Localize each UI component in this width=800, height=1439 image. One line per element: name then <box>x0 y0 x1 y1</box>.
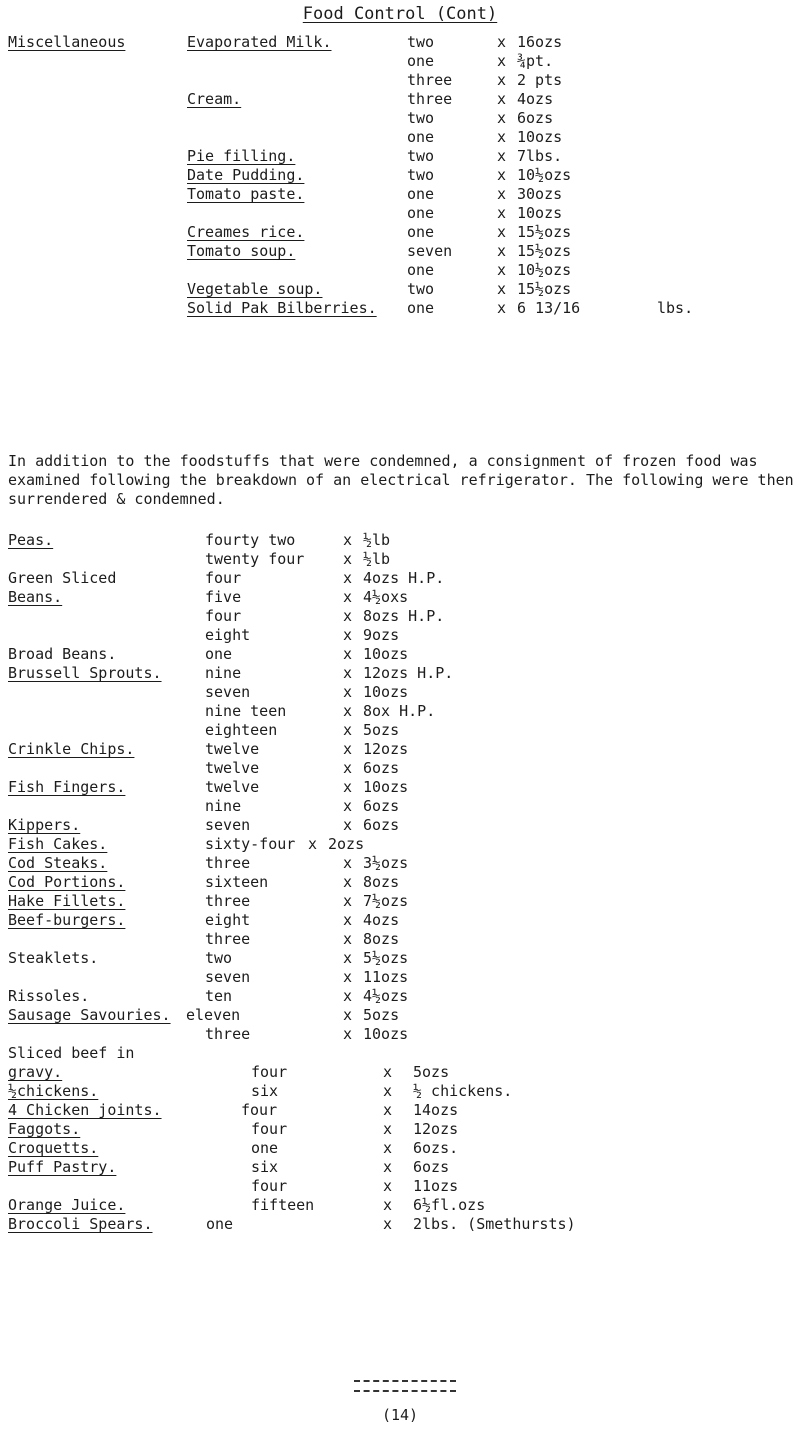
item-amount: 5ozs <box>413 1063 450 1081</box>
table-row <box>8 1215 798 1233</box>
item-label: Broad Beans. <box>8 645 117 663</box>
item-amount: 6ozs <box>363 759 400 777</box>
item-amount: 6ozs <box>413 1158 450 1176</box>
table-row <box>187 242 787 260</box>
item-amount: 7lbs. <box>517 147 563 165</box>
item-amount: 10ozs <box>363 1025 409 1043</box>
item-label: gravy. <box>8 1063 63 1081</box>
item-amount: 14ozs <box>413 1101 459 1119</box>
item-label: Tomato soup. <box>187 242 296 260</box>
table-row <box>8 550 798 568</box>
times-marker: x <box>383 1158 393 1176</box>
item-amount: 10ozs <box>517 204 563 222</box>
table-row <box>8 968 798 986</box>
table-row <box>8 702 798 720</box>
item-label: Sliced beef in <box>8 1044 135 1062</box>
item-amount: 15½ozs <box>517 280 572 298</box>
table-row <box>8 911 798 929</box>
item-quantity: two <box>407 280 435 298</box>
times-marker: x <box>497 33 507 51</box>
times-marker: x <box>343 816 353 834</box>
item-amount: 10ozs <box>517 128 563 146</box>
table-row <box>8 759 798 777</box>
table-row <box>8 531 798 549</box>
item-quantity: one <box>407 204 435 222</box>
times-marker: x <box>343 531 353 549</box>
item-quantity: four <box>205 607 242 625</box>
item-quantity: three <box>205 854 251 872</box>
item-label: Brussell Sprouts. <box>8 664 162 682</box>
item-amount: ½ chickens. <box>413 1082 513 1100</box>
times-marker: x <box>497 52 507 70</box>
item-amount: 6½fl.ozs <box>413 1196 486 1214</box>
table-row <box>8 1196 798 1214</box>
item-quantity: two <box>407 33 435 51</box>
item-amount: 7½ozs <box>363 892 409 910</box>
item-quantity: one <box>407 52 435 70</box>
times-marker: x <box>343 930 353 948</box>
item-amount: 15½ozs <box>517 242 572 260</box>
item-amount: 4½oxs <box>363 588 409 606</box>
item-label: Solid Pak Bilberries. <box>187 299 377 317</box>
times-marker: x <box>383 1139 393 1157</box>
table-row <box>8 1139 798 1157</box>
table-row <box>8 645 798 663</box>
item-label: Broccoli Spears. <box>8 1215 153 1233</box>
times-marker: x <box>497 204 507 222</box>
item-amount: 10ozs <box>363 683 409 701</box>
times-marker: x <box>343 854 353 872</box>
times-marker: x <box>343 740 353 758</box>
item-amount: 8ozs <box>363 930 400 948</box>
times-marker: x <box>343 987 353 1005</box>
item-amount: 6ozs. <box>413 1139 459 1157</box>
item-label: Croquetts. <box>8 1139 99 1157</box>
table-row <box>8 1177 798 1195</box>
table-row <box>8 892 798 910</box>
item-amount: 4ozs <box>517 90 554 108</box>
item-amount: 5ozs <box>363 721 400 739</box>
item-quantity: seven <box>205 968 251 986</box>
item-label: Hake Fillets. <box>8 892 126 910</box>
table-row <box>8 588 798 606</box>
table-row <box>8 721 798 739</box>
times-marker: x <box>383 1177 393 1195</box>
table-row <box>8 1101 798 1119</box>
item-amount: 15½ozs <box>517 223 572 241</box>
times-marker: x <box>497 223 507 241</box>
times-marker: x <box>497 109 507 127</box>
item-quantity: four <box>251 1120 288 1138</box>
times-marker: x <box>343 607 353 625</box>
item-amount: 4ozs <box>363 911 400 929</box>
item-label: Cod Portions. <box>8 873 126 891</box>
item-amount: 16ozs <box>517 33 563 51</box>
table-row <box>187 223 787 241</box>
table-row <box>8 835 798 853</box>
item-quantity: one <box>407 223 435 241</box>
times-marker: x <box>343 873 353 891</box>
condemnation-paragraph: In addition to the foodstuffs that were condemned, a consignment of frozen food was examined following the breakdown of an electrical refrigerator. The following were then surrendered & condemned. <box>8 452 794 508</box>
item-quantity: twelve <box>205 740 260 758</box>
item-label: Crinkle Chips. <box>8 740 135 758</box>
table-row <box>187 299 787 317</box>
item-quantity: two <box>407 166 435 184</box>
times-marker: x <box>343 1006 353 1024</box>
table-row <box>187 280 787 298</box>
table-row <box>8 607 798 625</box>
item-amount: 6ozs <box>517 109 554 127</box>
item-amount: 11ozs <box>363 968 409 986</box>
times-marker: x <box>308 835 318 853</box>
item-label: Sausage Savouries. <box>8 1006 171 1024</box>
item-quantity: fifteen <box>251 1196 315 1214</box>
item-amount: 12ozs <box>413 1120 459 1138</box>
item-quantity: nine <box>205 664 242 682</box>
table-row <box>8 949 798 967</box>
table-row <box>8 664 798 682</box>
item-amount: 4½ozs <box>363 987 409 1005</box>
item-amount: 6ozs <box>363 797 400 815</box>
item-label: Steaklets. <box>8 949 99 967</box>
table-row <box>187 33 787 51</box>
item-amount: 2lbs. (Smethursts) <box>413 1215 576 1233</box>
item-quantity: nine <box>205 797 242 815</box>
table-row <box>187 166 787 184</box>
times-marker: x <box>343 550 353 568</box>
item-quantity: one <box>407 299 435 317</box>
times-marker: x <box>343 645 353 663</box>
item-quantity: eleven <box>186 1006 241 1024</box>
item-amount: 12ozs <box>363 740 409 758</box>
item-amount: 5½ozs <box>363 949 409 967</box>
item-quantity: eight <box>205 911 251 929</box>
table-row <box>8 569 798 587</box>
times-marker: x <box>497 242 507 260</box>
table-row <box>187 185 787 203</box>
item-quantity: three <box>205 892 251 910</box>
item-amount: 8ozs <box>363 873 400 891</box>
item-quantity: three <box>205 1025 251 1043</box>
item-quantity: six <box>251 1158 279 1176</box>
times-marker: x <box>343 569 353 587</box>
item-label: Cream. <box>187 90 242 108</box>
item-label: Fish Cakes. <box>8 835 108 853</box>
item-quantity: seven <box>205 816 251 834</box>
item-label: Beef-burgers. <box>8 911 126 929</box>
times-marker: x <box>343 759 353 777</box>
times-marker: x <box>497 71 507 89</box>
item-amount: 4ozs H.P. <box>363 569 445 587</box>
item-amount: 12ozs H.P. <box>363 664 454 682</box>
table-row <box>187 71 787 89</box>
item-label: 4 Chicken joints. <box>8 1101 162 1119</box>
item-quantity: twelve <box>205 759 260 777</box>
table-row <box>187 90 787 108</box>
times-marker: x <box>383 1082 393 1100</box>
item-amount: 6 13/16 <box>517 299 581 317</box>
times-marker: x <box>383 1215 393 1233</box>
table-row <box>8 1044 798 1062</box>
item-quantity: ten <box>205 987 233 1005</box>
item-quantity: four <box>251 1063 288 1081</box>
item-amount: 10ozs <box>363 645 409 663</box>
table-row <box>187 109 787 127</box>
item-label: Faggots. <box>8 1120 81 1138</box>
item-quantity: four <box>241 1101 278 1119</box>
item-quantity: sixteen <box>205 873 269 891</box>
times-marker: x <box>383 1063 393 1081</box>
table-row <box>187 204 787 222</box>
table-row <box>187 52 787 70</box>
item-label: Kippers. <box>8 816 81 834</box>
item-label: Date Pudding. <box>187 166 305 184</box>
item-quantity: sixty-four <box>205 835 296 853</box>
times-marker: x <box>343 1025 353 1043</box>
item-amount: 10ozs <box>363 778 409 796</box>
table-row <box>8 740 798 758</box>
item-amount: 11ozs <box>413 1177 459 1195</box>
times-marker: x <box>343 892 353 910</box>
item-quantity: fourty two <box>205 531 296 549</box>
table-row <box>187 147 787 165</box>
times-marker: x <box>497 166 507 184</box>
item-quantity: three <box>205 930 251 948</box>
item-label: Pie filling. <box>187 147 296 165</box>
item-quantity: four <box>205 569 242 587</box>
item-label: Rissoles. <box>8 987 90 1005</box>
item-label: Creames rice. <box>187 223 305 241</box>
item-quantity: eight <box>205 626 251 644</box>
item-quantity: seven <box>407 242 453 260</box>
times-marker: x <box>497 128 507 146</box>
item-amount: 9ozs <box>363 626 400 644</box>
item-quantity: one <box>206 1215 234 1233</box>
item-label: Puff Pastry. <box>8 1158 117 1176</box>
item-amount: 6ozs <box>363 816 400 834</box>
item-quantity: two <box>407 109 435 127</box>
table-row <box>187 128 787 146</box>
item-label: ½chickens. <box>8 1082 99 1100</box>
item-quantity: one <box>205 645 233 663</box>
item-amount: ½lb <box>363 550 391 568</box>
item-amount: 8ozs H.P. <box>363 607 445 625</box>
times-marker: x <box>497 90 507 108</box>
item-amount: 2 pts <box>517 71 563 89</box>
times-marker: x <box>497 147 507 165</box>
item-amount: 30ozs <box>517 185 563 203</box>
item-quantity: three <box>407 71 453 89</box>
item-quantity: five <box>205 588 242 606</box>
item-amount: 8ox H.P. <box>363 702 436 720</box>
item-quantity: twenty four <box>205 550 305 568</box>
item-amount: 10½ozs <box>517 166 572 184</box>
item-quantity: two <box>205 949 233 967</box>
section-divider <box>354 1380 456 1392</box>
item-quantity: two <box>407 147 435 165</box>
table-row <box>8 930 798 948</box>
category-miscellaneous: Miscellaneous <box>8 33 126 51</box>
times-marker: x <box>497 185 507 203</box>
item-label: Evaporated Milk. <box>187 33 332 51</box>
table-row <box>8 778 798 796</box>
times-marker: x <box>383 1196 393 1214</box>
item-quantity: nine teen <box>205 702 287 720</box>
times-marker: x <box>343 702 353 720</box>
page-number: (14) <box>381 1406 419 1424</box>
table-row <box>8 1006 798 1024</box>
item-amount: 10½ozs <box>517 261 572 279</box>
table-row <box>8 683 798 701</box>
item-amount: 3½ozs <box>363 854 409 872</box>
item-quantity: four <box>251 1177 288 1195</box>
table-row <box>8 1082 798 1100</box>
times-marker: x <box>343 949 353 967</box>
item-label: Peas. <box>8 531 54 549</box>
item-label: Vegetable soup. <box>187 280 323 298</box>
times-marker: x <box>343 588 353 606</box>
item-label: Fish Fingers. <box>8 778 126 796</box>
table-row <box>8 816 798 834</box>
item-quantity: one <box>407 261 435 279</box>
item-amount: ¾pt. <box>517 52 554 70</box>
times-marker: x <box>383 1120 393 1138</box>
table-row <box>187 261 787 279</box>
item-label: Cod Steaks. <box>8 854 108 872</box>
item-quantity: one <box>407 185 435 203</box>
table-row <box>8 987 798 1005</box>
item-amount: 5ozs <box>363 1006 400 1024</box>
page-title: Food Control (Cont) <box>302 4 498 24</box>
times-marker: x <box>343 683 353 701</box>
item-amount: ½lb <box>363 531 391 549</box>
item-quantity: one <box>251 1139 279 1157</box>
table-row <box>8 1158 798 1176</box>
item-quantity: eighteen <box>205 721 278 739</box>
table-row <box>8 854 798 872</box>
times-marker: x <box>343 911 353 929</box>
item-quantity: six <box>251 1082 279 1100</box>
times-marker: x <box>343 797 353 815</box>
item-label: Orange Juice. <box>8 1196 126 1214</box>
times-marker: x <box>343 721 353 739</box>
times-marker: x <box>497 261 507 279</box>
item-quantity: twelve <box>205 778 260 796</box>
times-marker: x <box>343 968 353 986</box>
times-marker: x <box>343 626 353 644</box>
times-marker: x <box>343 778 353 796</box>
item-amount: 2ozs <box>328 835 365 853</box>
item-quantity: three <box>407 90 453 108</box>
table-row <box>8 1120 798 1138</box>
table-row <box>8 797 798 815</box>
table-row <box>8 873 798 891</box>
times-marker: x <box>497 299 507 317</box>
item-unit-suffix: lbs. <box>657 299 694 317</box>
item-quantity: one <box>407 128 435 146</box>
item-label: Beans. <box>8 588 63 606</box>
table-row <box>8 1025 798 1043</box>
item-label: Tomato paste. <box>187 185 305 203</box>
times-marker: x <box>343 664 353 682</box>
times-marker: x <box>383 1101 393 1119</box>
item-label: Green Sliced <box>8 569 117 587</box>
table-row <box>8 626 798 644</box>
times-marker: x <box>497 280 507 298</box>
item-quantity: seven <box>205 683 251 701</box>
table-row <box>8 1063 798 1081</box>
